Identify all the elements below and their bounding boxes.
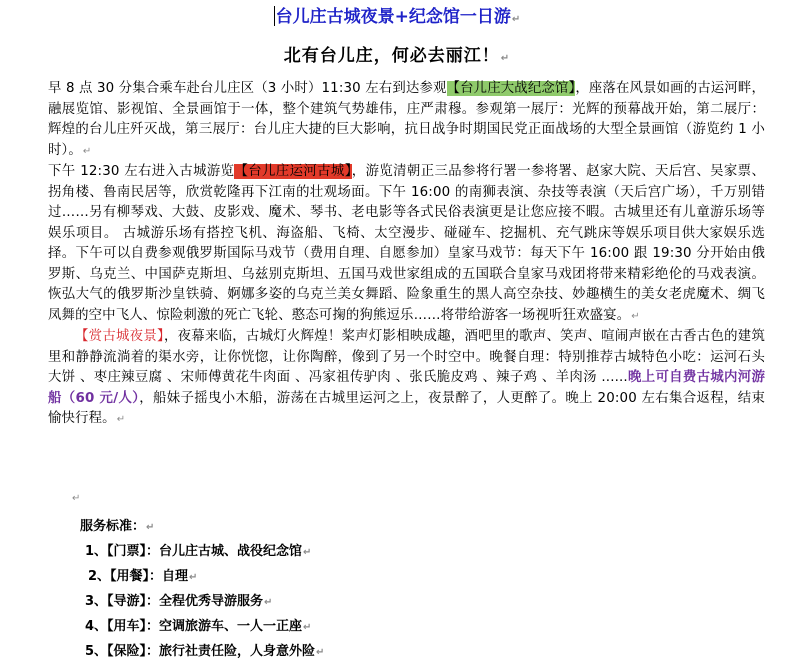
paragraph-mark-icon: ↵	[303, 622, 312, 633]
service-heading: 服务标准：↵	[80, 519, 155, 534]
paragraph-mark-icon: ↵	[72, 493, 81, 504]
paragraph-mark-icon: ↵	[116, 414, 126, 425]
paragraph-mark-icon: ↵	[303, 547, 312, 558]
highlight-ancient-city: 【台儿庄运河古城】	[234, 164, 352, 179]
paragraph-mark-icon: ↵	[82, 145, 92, 157]
paragraph-mark-icon: ↵	[500, 53, 511, 64]
paragraph-night-view: 【赏古城夜景】，夜幕来临，古城灯火辉煌！桨声灯影相映成趣，酒吧里的歌声、笑声、喧闹声嵌在古香古色的建筑里和静静流淌着的渠水旁，让你恍惚，让你陶醉，像到了另一个时空中。晚餐自理：特别推荐古城特色小吃：运河石头大饼 、枣庄辣豆腐 、宋师傅黄花牛肉面 、冯家祖传驴肉 、张氏脆皮鸡 、辣子鸡 、羊肉汤 ......晚上可自费古城内河游船（60 元/人），船妹子摇曳小木船，游荡在古城里运河之上，夜景醉了，人更醉了。晚上 20:00 左右集合返程，结束愉快行程。↵	[48, 329, 766, 426]
paragraph-mark-icon: ↵	[264, 597, 273, 608]
service-item-insurance: 5、【保险】：旅行社责任险，人身意外险↵	[85, 644, 325, 659]
paragraph-mark-icon: ↵	[189, 572, 198, 583]
document-subtitle: 北有台儿庄，何必去丽江！↵	[283, 46, 511, 66]
document-title: 台儿庄古城夜景+纪念馆一日游↵	[275, 7, 521, 27]
document-body	[48, 79, 765, 431]
highlight-memorial: 【台儿庄大战纪念馆】	[446, 81, 576, 96]
text-cursor	[274, 6, 275, 26]
highlight-night-view: 【赏古城夜景】	[75, 329, 164, 344]
paragraph-memorial: 早 8 点 30 分集合乘车赴台儿庄区（3 小时）11:30 左右到达参观【台儿庄大战纪念馆】，座落在风景如画的古运河畔，融展览馆、影视馆、全景画馆于一体，整个建筑气势雄伟，庄严肃穆。参观第一展厅：光辉的预幕战开始，第二展厅：辉煌的台儿庄歼灭战，第三展厅：台儿庄大捷的巨大影响，抗日战争时期国民党正面战场的大型全景画馆（游览约 1 小时）。↵	[48, 81, 765, 158]
paragraph-mark-icon: ↵	[631, 310, 640, 322]
service-item-guide: 3、【导游】：全程优秀导游服务↵	[85, 594, 273, 609]
paragraph-mark-icon: ↵	[511, 14, 521, 25]
service-standards	[80, 515, 324, 665]
service-item-meals: 2、【用餐】：自理↵	[88, 569, 198, 584]
boat-tour-note: 晚上可自费古城内河游船（60 元/人）	[48, 370, 766, 406]
paragraph-mark-icon: ↵	[316, 647, 325, 658]
service-item-vehicle: 4、【用车】：空调旅游车、一人一正座↵	[85, 619, 312, 634]
paragraph-ancient-city: 下午 12:30 左右进入古城游览【台儿庄运河古城】，游览清朝正三品参将行署一参将署、赵家大院、天后宫、吴家票、拐角楼、鲁南民居等，欣赏乾隆再下江南的壮观场面。下午 16:00 的南狮表演、杂技等表演（天后宫广场），千万别错过……另有柳琴戏、大鼓、皮影戏、魔术、琴书、老电影等各式民俗表演更是让您应接不暇。古城里还有儿童游乐场等娱乐项目。 古城游乐场有搭控飞机、海盗船、飞椅、太空漫步、碰碰车、挖掘机、充气跳床等娱乐项目供大家娱乐选择。下午可以自费参观俄罗斯国际马戏节（费用自理、自愿参加）皇家马戏节：每天下午 16:00 跟 19:30 分开始由俄罗斯、乌克兰、中国萨克斯坦、乌兹别克斯坦、五国马戏世家组成的五国联合皇家马戏团将带来精彩绝伦的马戏表演。恢弘大气的俄罗斯沙皇铁骑、婀娜多姿的乌克兰美女舞蹈、险象重生的黑人高空杂技、妙趣横生的美女老虎魔术、绸飞凤舞的空中飞人、惊险刺激的死亡飞轮、憨态可掬的狗熊逗乐……将带给游客一场视听狂欢盛宴。↵	[48, 164, 766, 323]
paragraph-mark-icon: ↵	[146, 522, 155, 533]
service-item-tickets: 1、【门票】：台儿庄古城、战役纪念馆↵	[85, 544, 312, 559]
